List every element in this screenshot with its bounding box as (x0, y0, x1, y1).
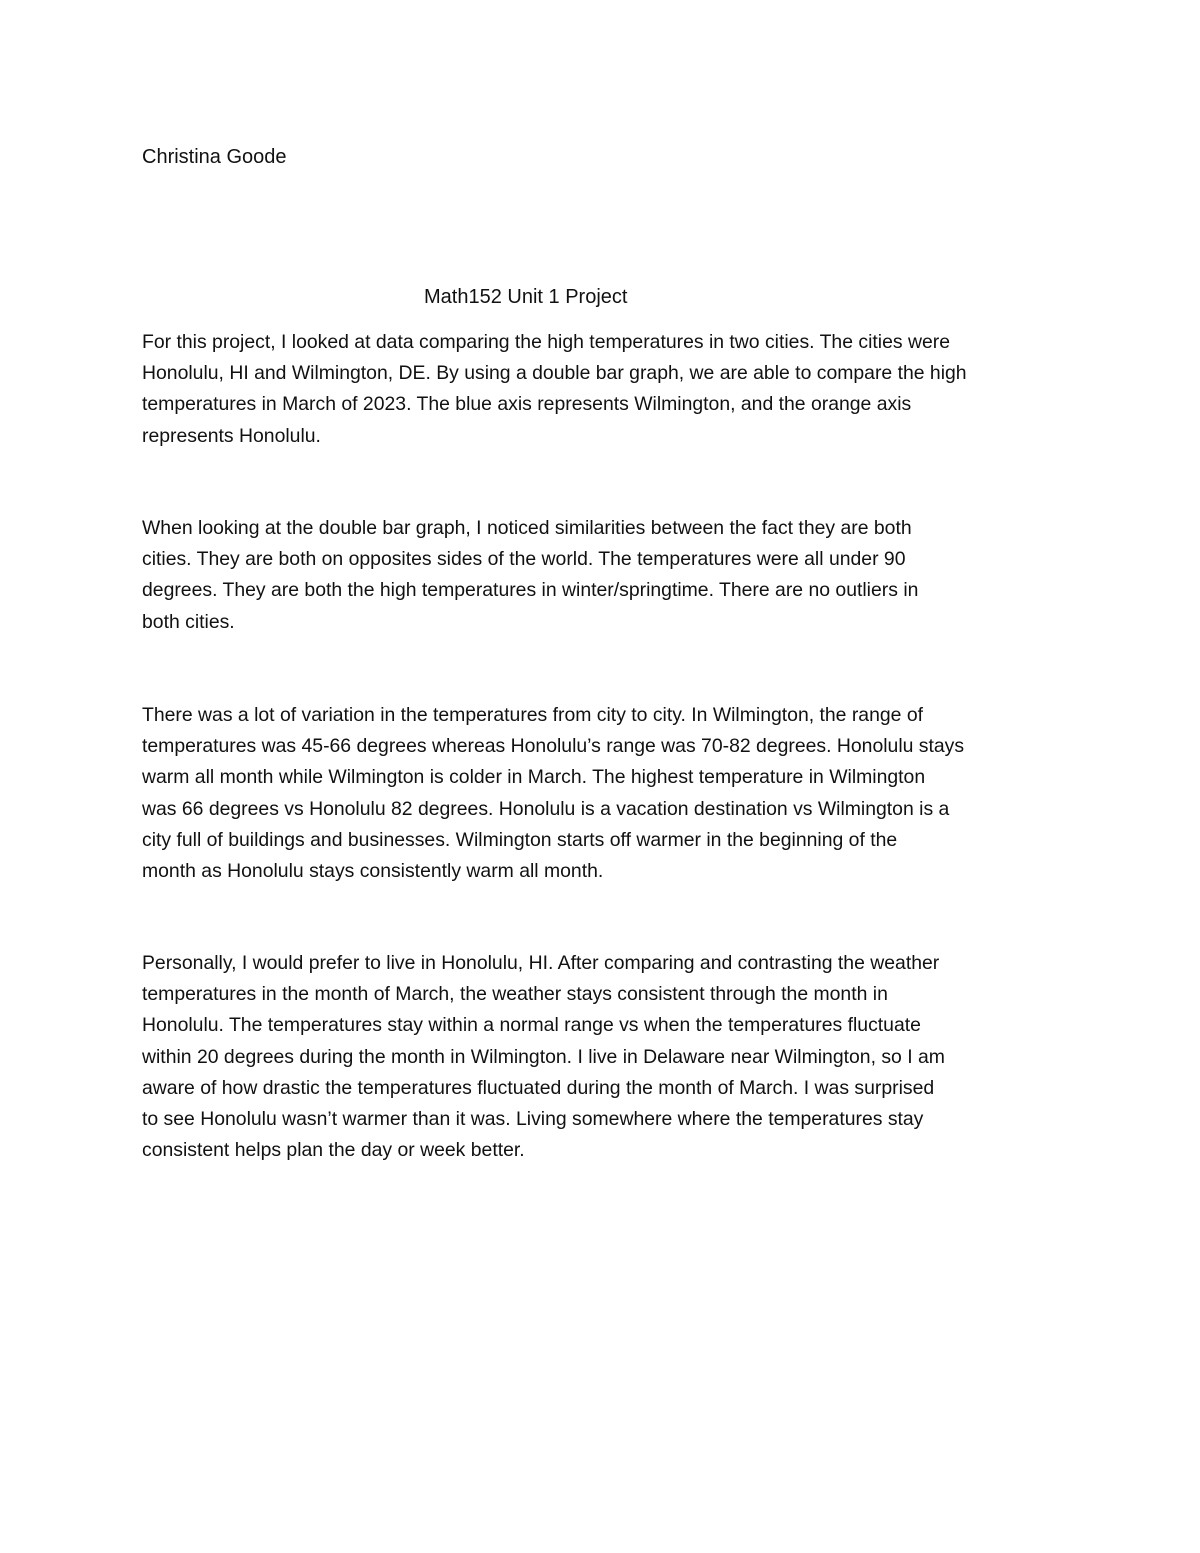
paragraph-line: Honolulu. The temperatures stay within a normal range vs when the temperatures fluctuate (142, 1014, 921, 1037)
paragraph-line: both cities. (142, 610, 235, 633)
paragraph-line: temperatures in March of 2023. The blue axis represents Wilmington, and the orange axis (142, 393, 912, 416)
paragraph-line: city full of buildings and businesses. Wilmington starts off warmer in the beginning of the (142, 828, 898, 851)
paragraph-variation (142, 700, 964, 887)
paragraph-line: represents Honolulu. (142, 424, 321, 447)
paragraph-line: warm all month while Wilmington is colder in March. The highest temperature in Wilmington (142, 766, 926, 789)
paragraph-conclusion (142, 948, 945, 1166)
paragraph-line: Personally, I would prefer to live in Honolulu, HI. After comparing and contrasting the weather (142, 952, 940, 974)
paragraph-line: degrees. They are both the high temperatures in winter/springtime. There are no outliers in (142, 579, 919, 602)
paragraph-line: month as Honolulu stays consistently warm all month. (142, 860, 604, 883)
paragraph-similarities (142, 513, 918, 638)
paragraph-line: There was a lot of variation in the temperatures from city to city. In Wilmington, the range of (142, 704, 923, 726)
document-title: Math152 Unit 1 Project (424, 286, 628, 308)
paragraph-line: temperatures was 45-66 degrees whereas Honolulu’s range was 70-82 degrees. Honolulu stays (142, 735, 965, 758)
paragraph-line: Honolulu, HI and Wilmington, DE. By using a double bar graph, we are able to compare the high (142, 362, 967, 385)
paragraph-line: aware of how drastic the temperatures fluctuated during the month of March. I was surprised (142, 1076, 935, 1099)
paragraph-line: was 66 degrees vs Honolulu 82 degrees. Honolulu is a vacation destination vs Wilmington is a (142, 797, 950, 820)
paragraph-line: cities. They are both on opposites sides of the world. The temperatures were all under 90 (142, 548, 906, 571)
paragraph-line: When looking at the double bar graph, I noticed similarities between the fact they are both (142, 517, 912, 539)
paragraph-line: For this project, I looked at data comparing the high temperatures in two cities. The cities were (142, 331, 950, 353)
paragraph-line: consistent helps plan the day or week better. (142, 1139, 525, 1162)
paragraph-line: to see Honolulu wasn’t warmer than it was. Living somewhere where the temperatures stay (142, 1108, 924, 1131)
author-name: Christina Goode (142, 146, 287, 168)
paragraph-line: temperatures in the month of March, the weather stays consistent through the month in (142, 983, 888, 1006)
paragraph-introduction (142, 327, 967, 452)
paragraph-line: within 20 degrees during the month in Wilmington. I live in Delaware near Wilmington, so I am (142, 1045, 945, 1068)
